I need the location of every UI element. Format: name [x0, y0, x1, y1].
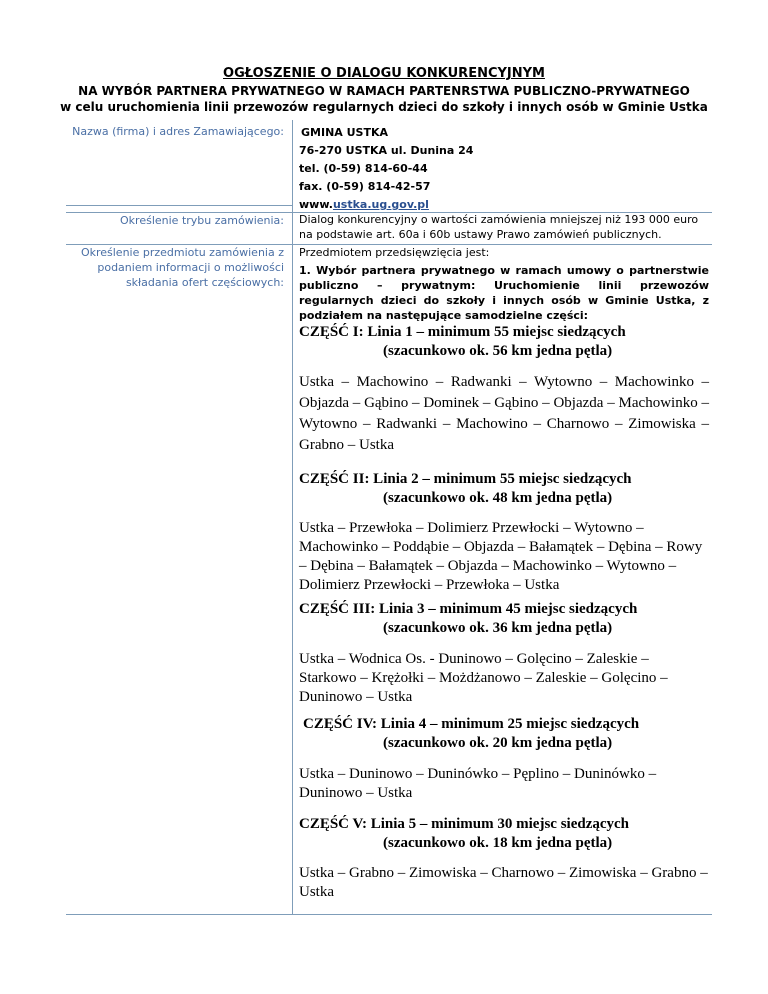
part-2-heading [299, 470, 632, 508]
subject-point-1: 1. Wybór partnera prywatnego w ramach umowy o partnerstwie publiczno – prywatnym: Uruchomienie linii przewozów regularnych dzieci do szkoły i innych osób w Gminie Ustka, z podziałem na następujące samodzielne części: [299, 264, 709, 322]
www-prefix: www. [299, 198, 333, 211]
part-3-distance: (szacunkowo ok. 36 km jedna pętla) [383, 620, 613, 636]
document-purpose: w celu uruchomienia linii przewozów regularnych dzieci do szkoły i innych osób w Gminie Ustka [60, 100, 708, 114]
authority-tel: tel. (0-59) 814-60-44 [299, 162, 428, 175]
part-4-distance: (szacunkowo ok. 20 km jedna pętla) [383, 735, 613, 751]
part-1-distance: (szacunkowo ok. 56 km jedna pętla) [383, 343, 613, 359]
part-2-route: Ustka – Przewłoka – Dolimierz Przewłocki – Wytowno – Machowinko – Poddąbie – Objazda – Bałamątek – Dębina – Rowy – Dębina – Bałamątek – Objazda – Machowinko – Wytowno – Dolimierz Przewłocki – Przewłoka – Ustka [299, 520, 703, 593]
part-2-title: CZĘŚĆ II: Linia 2 – minimum 55 miejsc siedzących [299, 471, 632, 487]
part-4-title: CZĘŚĆ IV: Linia 4 – minimum 25 miejsc siedzących [303, 716, 640, 732]
part-5-heading [299, 815, 629, 853]
contracting-authority-label: Nazwa (firma) i adres Zamawiającego: [72, 125, 284, 138]
part-4-heading [303, 715, 639, 753]
part-2-distance: (szacunkowo ok. 48 km jedna pętla) [383, 490, 613, 506]
part-1-title: CZĘŚĆ I: Linia 1 – minimum 55 miejsc siedzących [299, 324, 626, 340]
procedure-text: Dialog konkurencyjny o wartości zamówienia mniejszej niż 193 000 euro na podstawie art. 60a i 60b ustawy Prawo zamówień publicznych. [299, 213, 699, 241]
part-1-heading [299, 323, 626, 361]
authority-fax: fax. (0-59) 814-42-57 [299, 180, 431, 193]
part-3-route: Ustka – Wodnica Os. - Duninowo – Golęcino – Zaleskie – Starkowo – Krężołki – Możdżanowo – Zaleskie – Golęcino – Duninowo – Ustka [299, 651, 668, 705]
part-5-title: CZĘŚĆ V: Linia 5 – minimum 30 miejsc siedzących [299, 816, 630, 832]
document-title: OGŁOSZENIE O DIALOGU KONKURENCYJNYM [223, 66, 545, 81]
part-5-distance: (szacunkowo ok. 18 km jedna pętla) [383, 835, 613, 851]
subject-label: Określenie przedmiotu zamówienia z podaniem informacji o możliwości składania ofert częściowych: [80, 246, 284, 289]
part-4-route: Ustka – Duninowo – Duninówko – Pęplino – Duninówko – Duninowo – Ustka [299, 766, 657, 801]
authority-name: GMINA USTKA [301, 126, 389, 139]
authority-address: 76-270 USTKA ul. Dunina 24 [299, 144, 474, 157]
subject-intro: Przedmiotem przedsięwzięcia jest: [299, 246, 490, 259]
document-subtitle: NA WYBÓR PARTNERA PRYWATNEGO W RAMACH PARTENRSTWA PUBLICZNO-PRYWATNEGO [78, 84, 690, 98]
part-1-route: Ustka – Machowino – Radwanki – Wytowno – Machowinko – Objazda – Gąbino – Dominek – Gąbino – Objazda – Machowinko – Wytowno – Radwanki – Machowino – Charnowo – Zimowiska – Grabno – Ustka [299, 374, 709, 453]
part-3-heading [299, 600, 637, 638]
website-link[interactable]: ustka.ug.gov.pl [332, 198, 429, 211]
column-divider [292, 120, 293, 914]
part-5-route: Ustka – Grabno – Zimowiska – Charnowo – Zimowiska – Grabno – Ustka [299, 865, 708, 900]
row-divider [66, 205, 293, 206]
table-bottom-border [66, 914, 712, 915]
part-3-title: CZĘŚĆ III: Linia 3 – minimum 45 miejsc siedzących [299, 601, 638, 617]
procedure-label: Określenie trybu zamówienia: [120, 214, 284, 227]
